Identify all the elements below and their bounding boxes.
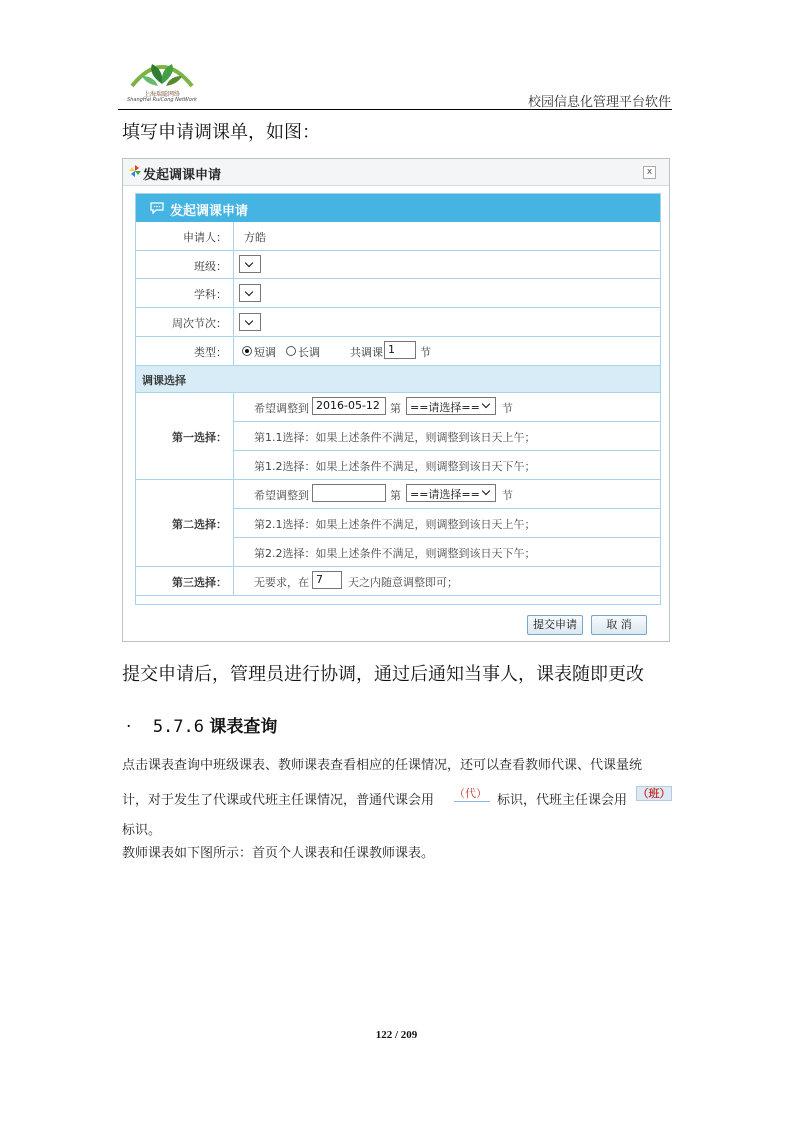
week-period-select[interactable] (239, 313, 261, 331)
cancel-button[interactable]: 取 消 (591, 615, 647, 635)
option-1-2-text: 第1.2选择：如果上述条件不满足，则调整到该日天下午； (254, 460, 536, 473)
hope-label: 希望调整到 (254, 489, 309, 502)
type-short-radio[interactable] (242, 346, 252, 356)
first-choice-label: 第一选择： (136, 393, 234, 479)
first-choice-hope-row (234, 393, 660, 422)
body-line-2b: 标识，代班主任课会用 (497, 793, 628, 808)
substitute-mark-underline (454, 801, 490, 802)
company-logo (118, 56, 206, 108)
header-divider (118, 109, 672, 110)
di-label: 第 (390, 489, 401, 502)
hope-label: 希望调整到 (254, 402, 309, 415)
section-title: 课表查询 (209, 717, 278, 737)
body-line-2a: 计，对于发生了代课或代班主任课情况，普通代课会用 (122, 793, 435, 808)
dialog-titlebar (123, 159, 669, 186)
third-choice-row (234, 567, 660, 595)
second-choice-hope-row (234, 480, 660, 509)
option-1-1 (234, 422, 660, 451)
section-label: 调课选择 (142, 374, 186, 387)
third-suffix: 天之内随意调整即可； (348, 576, 458, 589)
first-choice-group (136, 393, 660, 480)
logo-org-cn: 上海瑞聪网络 (143, 91, 180, 98)
form-panel (135, 193, 661, 605)
app-pinwheel-icon (128, 164, 142, 178)
type-label: 类型： (136, 337, 234, 365)
applicant-row (136, 222, 660, 251)
option-2-1-text: 第2.1选择：如果上述条件不满足，则调整到该日天上午； (254, 518, 536, 531)
type-long-radio[interactable] (286, 346, 296, 356)
second-date-input[interactable] (312, 484, 386, 502)
dialog-title: 发起调课申请 (143, 168, 222, 183)
chat-bubble-icon (150, 202, 164, 214)
section-heading (126, 712, 277, 737)
option-1-1-text: 第1.1选择：如果上述条件不满足，则调整到该日天上午； (254, 431, 536, 444)
applicant-value: 方皓 (244, 231, 266, 244)
type-short-label: 短调 (254, 346, 276, 359)
section-bar (136, 366, 660, 393)
option-1-2 (234, 451, 660, 479)
class-row (136, 251, 660, 279)
after-submit-text: 提交申请后，管理员进行协调，通过后通知当事人，课表随即更改 (122, 664, 644, 685)
di-label: 第 (390, 402, 401, 415)
type-long-label: 长调 (298, 346, 320, 359)
header-title: 校园信息化管理平台软件 (527, 95, 671, 110)
page-number: 122 / 209 (375, 1029, 418, 1041)
third-prefix: 无要求，在 (254, 576, 309, 589)
submit-button[interactable]: 提交申请 (527, 615, 583, 635)
body-line-3: 标识。 (122, 823, 162, 838)
logo-org-en: ShangHai RuiCong NetWork (127, 97, 197, 103)
section-bullet: · (126, 717, 132, 737)
form-title: 发起调课申请 (170, 204, 249, 219)
second-period-select[interactable]: ==请选择== (406, 484, 496, 502)
homeroom-mark: （班） (637, 787, 671, 800)
total-lessons-input[interactable]: 1 (384, 341, 416, 359)
second-choice-label: 第二选择： (136, 480, 234, 566)
adjust-class-dialog (122, 158, 670, 642)
total-prefix: 共调课 (350, 346, 383, 359)
first-period-select[interactable]: ==请选择== (406, 397, 496, 415)
third-choice-group (136, 567, 660, 596)
second-choice-group (136, 480, 660, 567)
total-suffix: 节 (420, 346, 431, 359)
option-2-1 (234, 509, 660, 538)
first-date-input[interactable]: 2016-05-12 (312, 397, 386, 415)
week-period-row (136, 308, 660, 337)
close-icon[interactable]: x (643, 166, 656, 179)
substitute-mark: （代） (454, 787, 487, 800)
week-period-label: 周次节次： (136, 308, 234, 336)
class-select[interactable] (239, 255, 261, 273)
leaf-logo-icon (118, 56, 206, 90)
jie-label: 节 (502, 402, 513, 415)
body-line-4: 教师课表如下图所示：首页个人课表和任课教师课表。 (122, 846, 435, 861)
form-header (136, 194, 660, 222)
body-line-1: 点击课表查询中班级课表、教师课表查看相应的任课情况，还可以查看教师代课、代课量统 (122, 758, 643, 773)
third-days-input[interactable]: 7 (312, 571, 342, 589)
subject-row (136, 279, 660, 308)
option-2-2-text: 第2.2选择：如果上述条件不满足，则调整到该日天下午； (254, 547, 536, 560)
intro-text: 填写申请调课单，如图： (122, 122, 320, 143)
applicant-label: 申请人： (136, 222, 234, 250)
section-number: 5.7.6 (152, 717, 204, 737)
option-2-2 (234, 538, 660, 566)
third-choice-label: 第三选择： (136, 567, 234, 595)
jie-label: 节 (502, 489, 513, 502)
subject-label: 学科： (136, 279, 234, 307)
subject-select[interactable] (239, 284, 261, 302)
class-label: 班级： (136, 251, 234, 278)
type-row (136, 337, 660, 366)
